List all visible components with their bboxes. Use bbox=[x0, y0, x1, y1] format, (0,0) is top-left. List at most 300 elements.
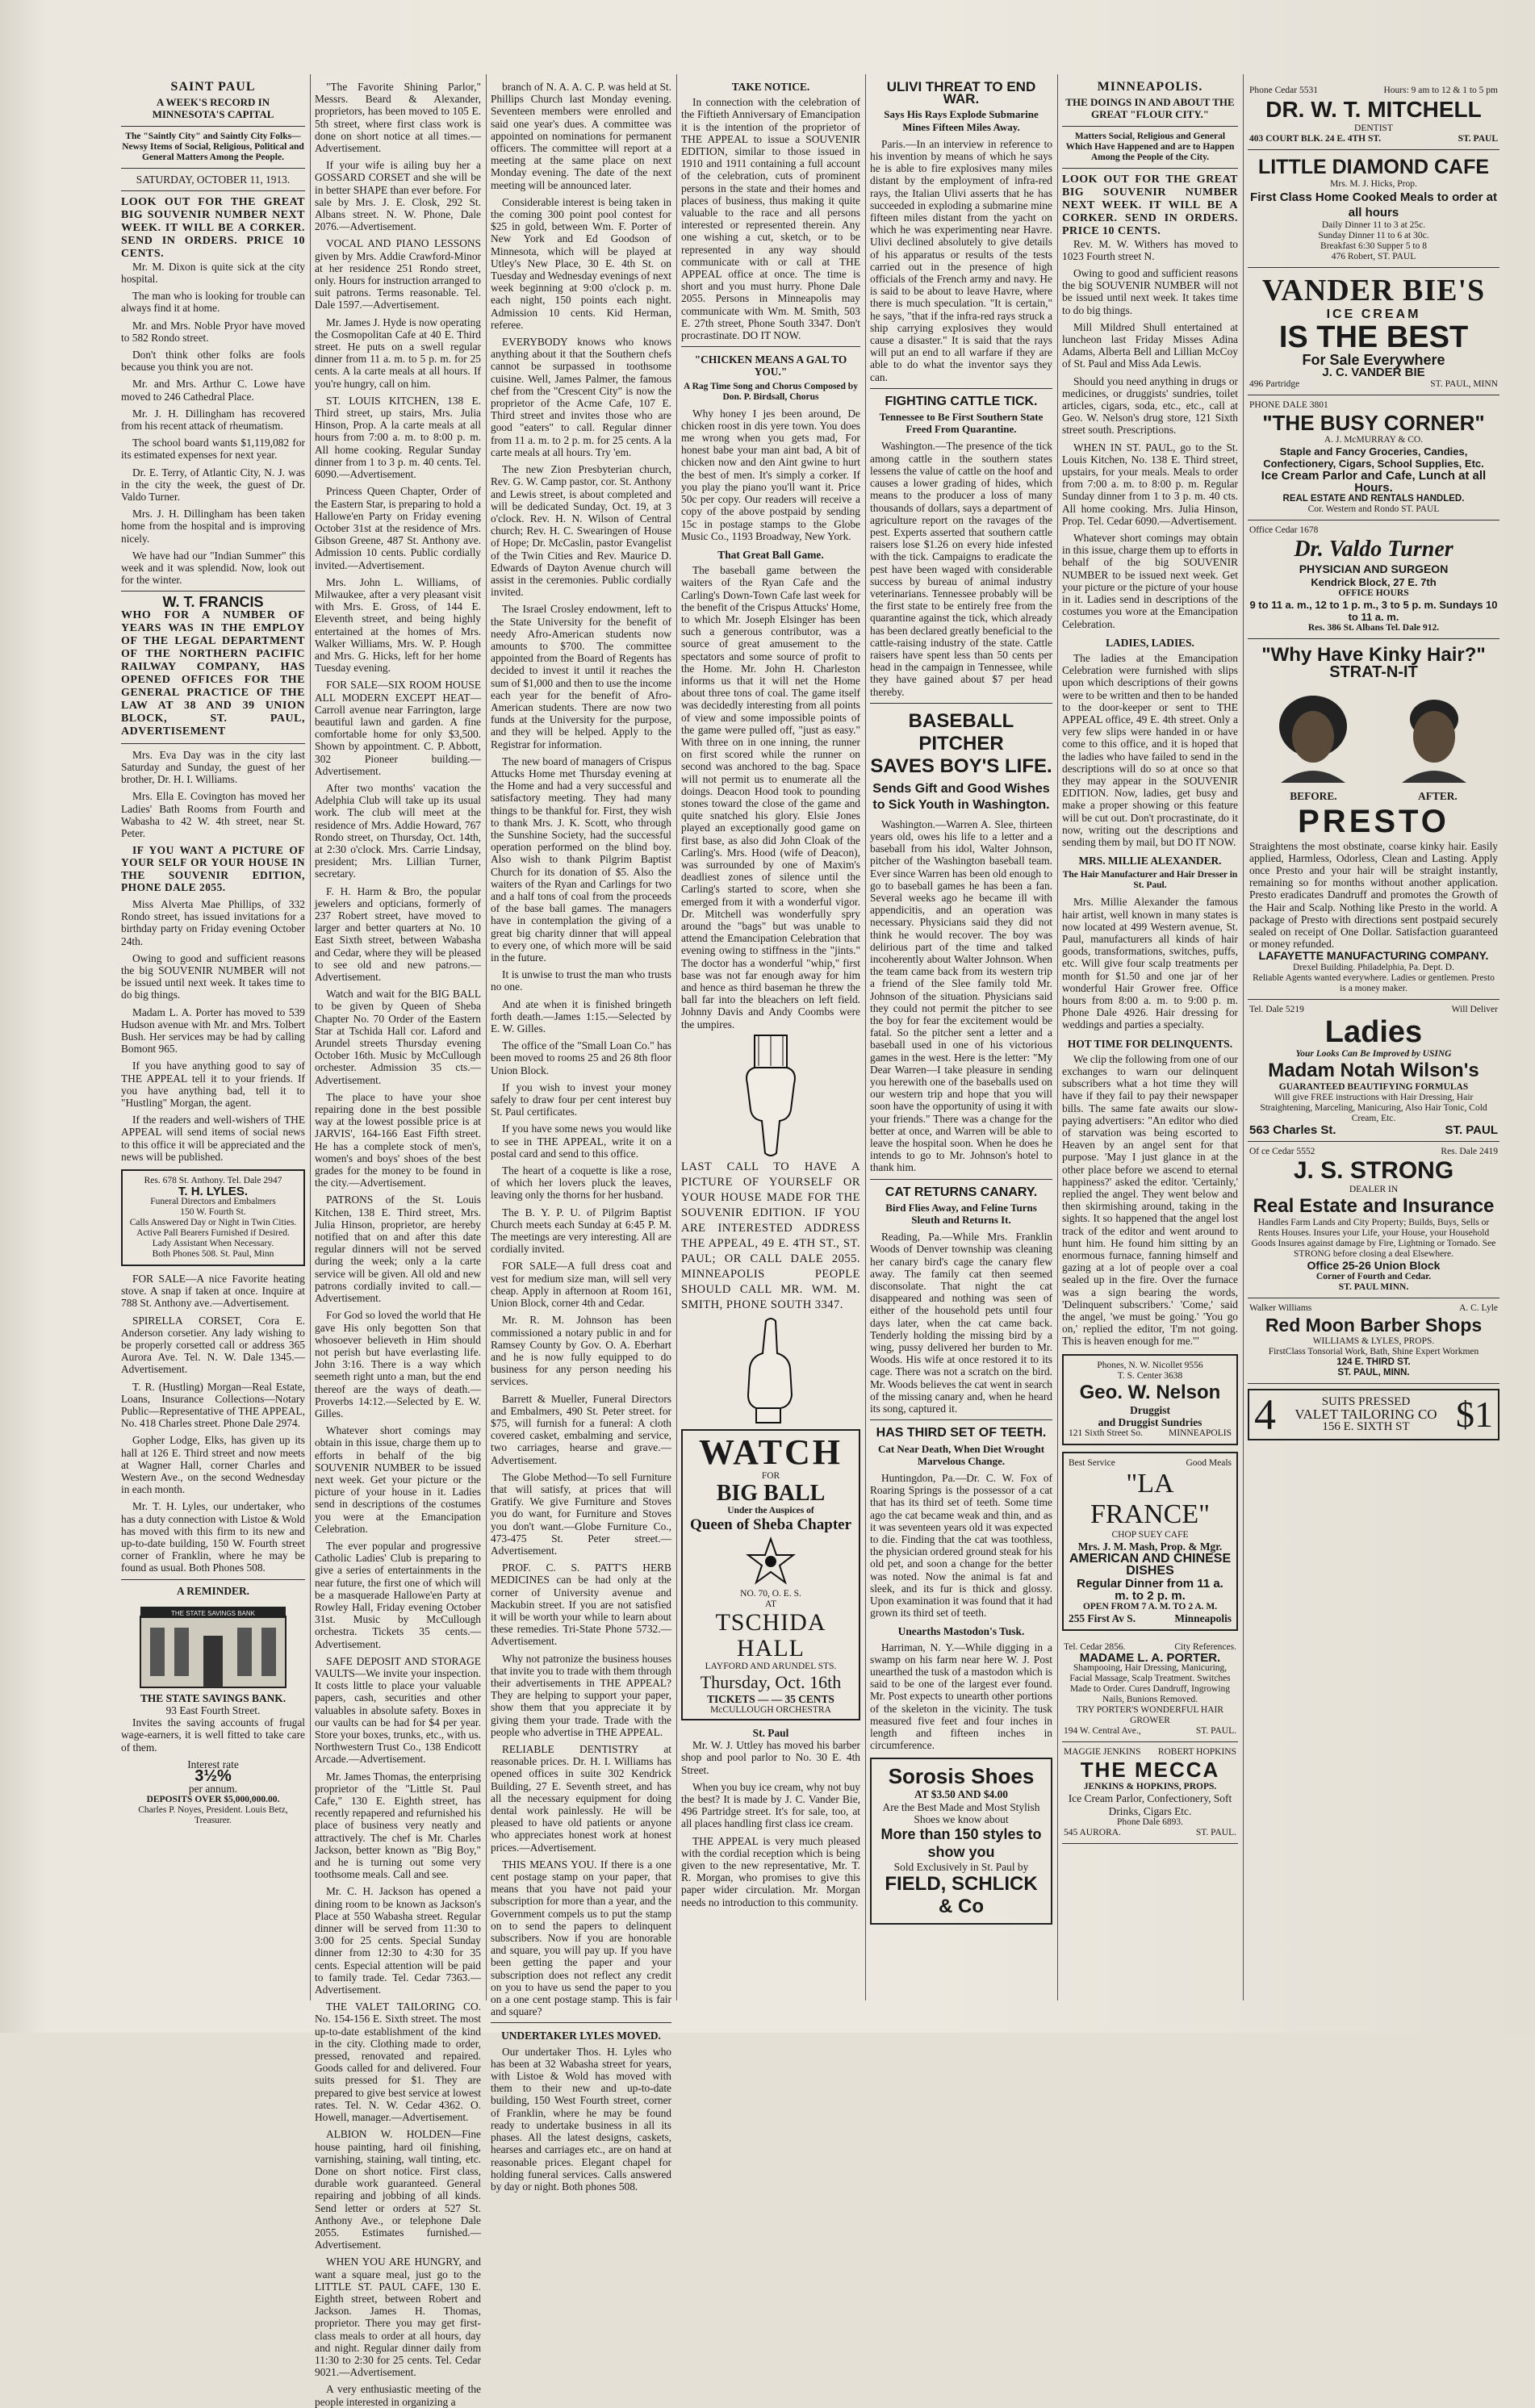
news-item: "The Favorite Shining Parlor," Messrs. Beard & Alexander, proprietors, has been moved to 105 E. 5th street, where first class work is done on short notice at all times.—Advertisement. bbox=[315, 81, 481, 155]
news-item: Owing to good and sufficient reasons the big SOUVENIR NUMBER will not be issued until next week. It takes time to do big things. bbox=[121, 951, 305, 1001]
ad-line: ST. PAUL MINN. bbox=[1338, 1282, 1409, 1293]
last-call-notice: LAST CALL TO HAVE A PICTURE OF YOURSELF OR YOUR HOUSE MADE FOR THE SOUVENIR EDITION. IF YOU ARE INTERESTED ADDRESS THE APPEAL, 49 E. 4TH ST., ST. PAUL; OR CALL DALE 2055. MINNEAPOLIS PEOPLE SHOULD CALL MR. WM. M. SMITH, PHONE SOUTH 3347. bbox=[681, 1160, 860, 1311]
pointing-hand-up-icon bbox=[738, 1318, 803, 1423]
ad-line: Breakfast 6:30 Supper 5 to 8 bbox=[1320, 241, 1427, 251]
ad-line: OPEN FROM 7 A. M. TO 2 A. M. bbox=[1082, 1602, 1218, 1612]
article-body: The baseball game between the waiters of the Ryan Cafe and the Carling's Down-Town Cafe last week for the benefit of the Crispus Attucks' Home, to which Mr. Joseph Elsinger has been such a generous contributor, was a source of great amusement to the spectators and some source of profit to the Home. Mr. John H. Charleston informs us that it will net the Home about three tons of coal. The game itself was decidedly interesting from all points of view and some impossible points of the game were pulled off, "just as easy." With three on in one inning, the runner on first scored while the runner on second was anchored to the bag. Space will not permit us to enumerate all the doings. Deacon Hood took to pounding stones toward the close of the game and quite snatched his glory. Elsie Jones played an exceptionally good game on first base, as also did John Cloak of the Carling's. Mrs. Hood (wife of Deacon), was surrounded by one of Maxim's deadliest zones of silence until the Carling's started to score, when she emerged from it with a wonderful vigor. Dr. Mitchell was wonderfully spry around the "bags" but was unable to attend the Emancipation Celebration that evening owing to stiffness in the "jints." The doctor has a wonderful "whip," first base was not far enough away for him and hence as third baseman he threw the ball far into the bleachers on left field. Johnny Davis and Andy Coombs were the umpires. bbox=[681, 564, 860, 1031]
ad-line: City References. bbox=[1174, 1642, 1236, 1653]
bank-sign-text: THE STATE SAVINGS BANK bbox=[170, 1609, 256, 1617]
news-item: Madam L. A. Porter has moved to 539 Hudson avenue with Mr. and Mrs. Tolbert Bush. Her services may be had by calling Bomont 965. bbox=[121, 1005, 305, 1056]
ad-line: MAGGIE JENKINS bbox=[1064, 1747, 1141, 1758]
ad-line: A. C. Lyle bbox=[1459, 1303, 1498, 1314]
ad-name: T. H. LYLES. bbox=[178, 1184, 249, 1198]
souvenir-notice: LOOK OUT FOR THE GREAT BIG SOUVENIR NUMBER NEXT WEEK. IT WILL BE A CORKER. SEND IN ORDERS. PRICE 10 CENTS. bbox=[121, 195, 305, 260]
news-item: We have had our "Indian Summer" this week and it was splendid. Now, look out for the winter. bbox=[121, 549, 305, 587]
lyles-ad bbox=[121, 1169, 305, 1266]
news-item: Mrs. John L. Williams, of Milwaukee, after a very pleasant visit with Mrs. E. Gross, of 144 E. Eleventh street, and being highly entertained at the homes of Mrs. Walker Williams, Mrs. W. P. Hough and Mrs. G. Hicks, left for her home Tuesday evening. bbox=[315, 575, 481, 675]
article-body: Washington.—The presence of the tick among cattle in the southern states lessens the value of cattle on the hoof and causes a lower grading of hides, which means to the producer a loss of many thousands of dollars, says a department of agriculture report on the ravages of the pest. Experts asserted that southern cattle raisers lose $1.26 on every hide infested with the tick. Campaigns to eradicate the pest have been waged with considerable success by bureau of animal industry veterinarians. Tennessee probably will be the first state to be entirely free from the quarantine against the tick, which already has been declared greatly beneficial to the cattle-raising industry of the state. Cattle raisers have spent less than 50 cents per head in the campaign in Tennessee, while they have gained about $7 per head thereby. bbox=[870, 440, 1052, 698]
ad-city: ST. PAUL bbox=[1458, 134, 1498, 144]
headline: FIGHTING CATTLE TICK. bbox=[885, 394, 1038, 408]
section-blurb: The "Saintly City" and Saintly City Folks—Newsy Items of Social, Religious, Political and General Matters Among the People. bbox=[122, 131, 304, 162]
ad-line: Office 25-26 Union Block bbox=[1307, 1258, 1441, 1272]
ad-line: Res. 678 St. Anthony. Tel. Dale 2947 bbox=[144, 1175, 282, 1185]
news-item: Whatever short comings may obtain in this issue, charge them up to efforts in behalf of the big SOUVENIR NUMBER to be issued next week. Get your picture or the picture of your house in it. Ladies send in descriptions of the costumes you were at the Emancipation Celebration. bbox=[315, 1424, 481, 1535]
section-subtitle: THE DOINGS IN AND ABOUT THE GREAT "FLOUR CITY." bbox=[1065, 96, 1235, 121]
la-france-ad bbox=[1062, 1452, 1238, 1631]
news-item: If the readers and well-wishers of THE APPEAL will send items of social news to this office it will be appreciated and the news will be published. bbox=[121, 1114, 305, 1163]
divider bbox=[121, 168, 305, 169]
article-body: Reading, Pa.—While Mrs. Franklin Woods of Denver township was cleaning her canary bird's cage the canary flew away. The family cat then seemed disconsolate. That night the cat disappeared and nothing was seen of either of the household pets until four days later, when the cat came back. Tenderly holding the missing bird by a wing, pussy delivered her burden to Mr. Woods. His wife at once restored it to its cage. There was not a scratch on the bird. Mr. Woods believes the cat went in search of the missing canary and, when he heard its song, captured it. bbox=[870, 1231, 1052, 1415]
ad-line: VALET TAILORING CO bbox=[1295, 1407, 1437, 1423]
news-item: IF YOU WANT A PICTURE OF YOUR SELF OR YOUR HOUSE IN THE SOUVENIR EDITION, PHONE DALE 2055. bbox=[121, 844, 305, 893]
news-item: Mr. C. H. Jackson has opened a dining room to be known as Jackson's Place at 550 Wabasha street. Regular dinner will be served from 11:30 to 3:00 for 25 cents. Special Sunday dinner from 12:30 to 4:30 for 35 cents. Especial attention will be paid to family trade. Tel. Cedar 7363.—Advertisement. bbox=[315, 1885, 481, 1996]
ad-line: Staple and Fancy Groceries, Candies, Confectionery, Cigars, School Supplies, Etc. bbox=[1263, 445, 1484, 470]
news-item: Mr. T. H. Lyles, our undertaker, who has a duty connection with Listoe & Wold has moved with this firm to its new and up-to-date building, 150 W. Fourth street corner of Franklin, where he may be found as usual. Both Phones 508. bbox=[121, 1500, 305, 1574]
francis-name: W. T. FRANCIS bbox=[162, 594, 264, 611]
news-item: Rev. M. W. Withers has moved to 1023 Fourth street N. bbox=[1062, 237, 1238, 262]
divider bbox=[121, 743, 305, 744]
subheadline: Sends Gift and Good Wishes to Sick Youth in Washington. bbox=[872, 781, 1050, 812]
ad-line: For Sale Everywhere bbox=[1302, 352, 1445, 369]
ad-line: Will Deliver bbox=[1451, 1004, 1498, 1014]
article-body: Huntingdon, Pa.—Dr. C. W. Fox of Roaring Springs is the possessor of a cat that has its third set of teeth. Some time ago the cat became weak and thin, and as it was seventeen years old it was expected to die. Finding that the cat was toothless, the physician ordered ground steak for his old pet, and soon a change for the better was noted. Now the animal is fat and sleek, and its fur is thick and glossy. Upon examination it was found that it had grown its third set of teeth. bbox=[870, 1471, 1052, 1620]
mecca-ad bbox=[1062, 1742, 1238, 1843]
article-body: We clip the following from one of our exchanges to warn our delinquent subscribers what a hot time they will have if they fail to pay their newspaper bills. The same fate awaits our slow-paying advertisers: "An editor who died of starvation was being escorted to Heaven by an angel sent for that purpose. 'May I just glance in at the other place before we ascend to eternal happiness?' asked the editor. 'Certainly,' replied the angel. They went below and then skirmishing around, taking in the sights. It so happened that the angel lost track of the editor and went around to hunt him. He found him sitting by an enormous furnace, fanning himself and gazing at a lot of people over a coal sealed up in the fire. Over the furnace was a sign bearing the words, 'Delinquent subscribers.' 'Come,' said the angel, 'we must be going.' 'You go on,' replied the editor, 'I'm not going. This is heaven enough for me.'" bbox=[1062, 1052, 1238, 1348]
headline: HOT TIME FOR DELINQUENTS. bbox=[1067, 1037, 1233, 1050]
news-item: branch of N. A. A. C. P. was held at St. Phillips Church last Monday evening. Seventeen members were enrolled and said one year's dues. A committee was appointed on nominations for permanent officers. The committee will report at a meeting at the same place on next Monday evening. The date of the next meeting will be announced later. bbox=[491, 81, 671, 191]
news-item: If you have some news you would like to see in THE APPEAL, write it on a postal card and send to this office. bbox=[491, 1122, 671, 1160]
ad-header bbox=[1249, 1147, 1498, 1157]
ad-city: ST. PAUL, MINN bbox=[1430, 378, 1498, 389]
news-item: Mr. and Mrs. Noble Pryor have moved to 582 Rondo street. bbox=[121, 319, 305, 344]
news-item: Mr. James Thomas, the enterprising proprietor of the "Little St. Paul Cafe," 130 E. Eighth street, has recently repapered and refurnished his place of business very neatly and attractively. The chef is Mr. Charles Jackson, better known as "Big Boy," and he is turning out some very toothsome meals. Call and see. bbox=[315, 1770, 481, 1881]
ad-address: 255 First Av S. bbox=[1069, 1612, 1136, 1625]
news-item: If you wish to invest your money safely to draw four per cent interest buy St. Paul certificates. bbox=[491, 1081, 671, 1118]
ad-line: Best Service bbox=[1069, 1458, 1115, 1469]
ad-line: GUARANTEED BEAUTIFYING FORMULAS bbox=[1278, 1081, 1469, 1092]
ad-line: Your Looks Can Be Improved by USING bbox=[1295, 1048, 1452, 1059]
news-item: Miss Alverta Mae Phillips, of 332 Rondo street, has issued invitations for a birthday party on Friday evening October 24th. bbox=[121, 897, 305, 947]
news-item: Considerable interest is being taken in the coming 300 point pool contest for $25 in gold, between Wm. F. Porter of New York and Ed Goodson of Minnesota, which will be played at Utley's New Place, 30 E. 4th St. on Tuesday and Wednesday evenings of next week beginning at 9:00 o'clock p. m. each night, 150 points each night. Admission 10 cents. Kid Herman, referee. bbox=[491, 195, 671, 331]
ad-line: Phone Dale 6893. bbox=[1116, 1816, 1184, 1827]
news-item: THE VALET TAILORING CO. No. 154-156 E. Sixth street. The most up-to-date establishment of the kind in the city. Clothing made to order, pressed, renovated and repaired. Goods called for and delivered. Four suits pressed for $1. They are prepared to give best service at lowest rates. Tel. N. W. Cedar 4362. O. Howell, manager.—Advertisement. bbox=[315, 2000, 481, 2124]
news-item: SAFE DEPOSIT AND STORAGE VAULTS—We invite your inspection. It costs little to place your valuable papers, cash, securities and other valuables in absolute safety. Boxes in our vaults can be had for $4 per year. Store your boxes, trunks, etc., with us. Northwestern Trust Co., 138 Endicott Arcade.—Advertisement. bbox=[315, 1654, 481, 1766]
news-item: The Israel Crosley endowment, left to the State University for the benefit of needy Afro-American students now amounts to $700. The committee appointed from the Board of Regents has decided to invest it until it reaches the sum of $1,000 and then to use the income each year for the benefit of Afro-American students. There are now two funds at the University for the purpose, and they will be helped. Apply to the Registrar for information. bbox=[491, 603, 671, 750]
ad-line: Phones, N. W. Nicollet 9556 bbox=[1097, 1360, 1203, 1370]
news-item: Mr. J. H. Dillingham has recovered from his recent attack of rheumatism. bbox=[121, 407, 305, 433]
ad-number: 4 bbox=[1254, 1390, 1276, 1440]
ad-headline: "LA FRANCE" bbox=[1090, 1469, 1211, 1530]
news-item: WHEN IN ST. PAUL, go to the St. Louis Kitchen, No. 138 E. Third street, upstairs, for your meals. Meals to order from 7:00 a. m. to 8:00 p. m. Regular Sunday dinner from 1 to 3 p. m. 40 cts. All home cooking. Mrs. Julia Hinson, Prop. Tel. Cedar 6090.—Advertisement. bbox=[1062, 441, 1238, 527]
news-item: Gopher Lodge, Elks, has given up its hall at 126 E. Third street and now meets at Wagner Hall, corner Charles and Western Ave., on the second Wednesday in each month. bbox=[121, 1434, 305, 1496]
ad-line: JENKINS & HOPKINS, PROPS. bbox=[1083, 1782, 1217, 1792]
news-item: Why not patronize the business houses that invite you to trade with them through their advertisements in THE APPEAL? They are helping to support your paper, show them that you appreciate it by giving them your trade. Trade with the people who advertise in THE APPEAL. bbox=[491, 1652, 671, 1738]
news-item: F. H. Harm & Bro, the popular jewelers and opticians, formerly of 237 Robert street, have moved to larger and better quarters at No. 10 East Sixth street, between Wabasha and Cedar, where they will be pleased to see old and new patrons.—Advertisement. bbox=[315, 884, 481, 984]
ad-line: Queen of Sheba Chapter bbox=[689, 1515, 852, 1533]
reminder-heading: A REMINDER. bbox=[176, 1584, 250, 1597]
little-diamond-cafe-ad bbox=[1248, 150, 1499, 268]
ad-line: First Class Home Cooked Meals to order at all hours bbox=[1250, 190, 1497, 219]
ad-line: Office Cedar 1678 bbox=[1249, 525, 1319, 536]
ad-line: DENTIST bbox=[1354, 123, 1393, 133]
ad-address: 563 Charles St. bbox=[1249, 1122, 1336, 1137]
divider bbox=[1062, 126, 1238, 127]
ad-line: LAYFORD AND ARUNDEL STS. bbox=[705, 1661, 837, 1671]
news-item: Mr. James J. Hyde is now operating the Cosmopolitan Cafe at 40 E. Third street. He puts on a swell regular dinner from 11 a. m. to 5 p. m. for 25 cents. A la carte meals at all hours. If you're hungry, call on him. bbox=[315, 316, 481, 390]
section-heading: St. Paul bbox=[752, 1727, 789, 1740]
divider bbox=[870, 1179, 1052, 1180]
ad-line: REAL ESTATE AND RENTALS HANDLED. bbox=[1282, 494, 1465, 504]
before-after-labels bbox=[1249, 790, 1498, 802]
ad-line: 150 W. Fourth St. bbox=[180, 1206, 246, 1217]
ad-line: Res. 386 St. Albans Tel. Dale 912. bbox=[1307, 623, 1440, 633]
divider bbox=[870, 388, 1052, 389]
news-item: The office of the "Small Loan Co." has been moved to rooms 25 and 26 8th floor Union Block. bbox=[491, 1039, 671, 1076]
article-body: The ladies at the Emancipation Celebration were furnished with slips upon which descriptions of their gowns were to be written and then to be handed to the door-keeper or sent to THE APPEAL office, 49 E. 4th street. Only a very few slips were handed in or have come to this office, and it is hoped that the ladies who have failed to send in the descriptions will do so at once so that they may appear in the SOUVENIR EDITION. Now, ladies, get busy and make a proper showing or this feature will be cut out. Don't procrastinate, do it now, writing out the descriptions and sending them by mail, but DO IT NOW. bbox=[1062, 651, 1238, 848]
ad-line: Good Meals bbox=[1186, 1458, 1232, 1469]
ad-footer bbox=[1249, 1124, 1498, 1136]
ad-header bbox=[1064, 1747, 1236, 1758]
ad-footer bbox=[1249, 134, 1498, 144]
news-item: Owing to good and sufficient reasons the big SOUVENIR NUMBER will not be issued until next week. It takes time to do big things. bbox=[1062, 267, 1238, 316]
ad-line: FirstClass Tonsorial Work, Bath, Shine Expert Workmen bbox=[1268, 1347, 1479, 1357]
valdo-turner-ad bbox=[1248, 520, 1499, 639]
section-heading: MINNEAPOLIS. bbox=[1097, 80, 1203, 94]
headline: LADIES, LADIES. bbox=[1106, 636, 1194, 649]
ad-line: Regular Dinner from 11 a. m. to 2 p. m. bbox=[1077, 1576, 1223, 1603]
headline: Unearths Mastodon's Tusk. bbox=[897, 1625, 1025, 1638]
eastern-star-emblem-icon bbox=[747, 1537, 795, 1586]
news-item: Mill Mildred Shull entertained at luncheon last Friday Misses Adina Adams, Alberta Bell and Lillian McCoy of St. Paul and Miss Ada Lewis. bbox=[1062, 320, 1238, 370]
ad-line: AT $3.50 AND $4.00 bbox=[914, 1788, 1008, 1801]
subheadline: Tennessee to Be First Southern State Freed From Quarantine. bbox=[879, 411, 1044, 436]
headline: That Great Ball Game. bbox=[717, 548, 824, 561]
news-item: Barrett & Mueller, Funeral Directors and Embalmers, 490 St. Peter street. for $75, will furnish for a funeral: A cloth covered casket, embalming and service, two carriages, hearse and grave.—Advertisement. bbox=[491, 1392, 671, 1466]
ad-line: CHOP SUEY CAFE bbox=[1111, 1530, 1189, 1541]
news-item: EVERYBODY knows who knows anything about it that the Southern chefs cannot be surpassed in toothsome cuisine. Well, James Palmer, the famous chef from the "Crescent City" is now the proprietor of the Acme Cafe, 107 E. Third street and invites those who are good "eaters" to call. Regular dinner from 11 a. m. to 2 p. m. for 25 cents. A la carte meals at all hours. Try 'em. bbox=[491, 336, 671, 458]
article-body: Our undertaker Thos. H. Lyles who has been at 32 Wabasha street for years, with Listoe & Wold has moved with them to their new and up-to-date building, 150 West Fourth street, corner of Franklin, where he may be found ready to undertake business in all its phases. All the latest designs, caskets, hearses and carriages etc., are on hand at reasonable prices. Elegant chapel for holding funeral services. Calls answered by day or night. Both phones 508. bbox=[491, 2045, 671, 2193]
bank-rate: 3½% bbox=[194, 1767, 232, 1786]
ad-line: Ice Cream Parlor, Confectionery, Soft Drinks, Cigars Etc. bbox=[1068, 1792, 1232, 1817]
ad-line: Daily Dinner 11 to 3 at 25c. bbox=[1321, 220, 1426, 230]
divider bbox=[870, 1419, 1052, 1420]
ad-headline: Ladies bbox=[1324, 1014, 1423, 1049]
news-item: FOR SALE—A nice Favorite heating stove. A snap if taken at once. Inquire at 788 St. Anthony ave.—Advertisement. bbox=[121, 1272, 305, 1310]
news-item: The new Zion Presbyterian church, Rev. G. W. Camp pastor, cor. St. Anthony and Lewis street, is about completed and will be dedicated Sunday, Oct. 19, at 3 o'clock. Rev. H. N. Wilson of Central church; Rev. H. C. Swearingen of House of Hope; Dr. McCaslin, pastor Evangelist of the Twin Cities and Rev. Maurice D. Edwards of Dayton Avenue church will assist in the ceremonies. Public cordially invited. bbox=[491, 463, 671, 599]
ad-line: Sold Exclusively in St. Paul by bbox=[893, 1860, 1029, 1873]
ad-line: Lady Assistant When Necessary. bbox=[152, 1238, 274, 1248]
news-item: A very enthusiastic meeting of the people interested in organizing a bbox=[315, 2383, 481, 2408]
section-blurb: Matters Social, Religious and General Which Have Happened and are to Happen Among the People of the City. bbox=[1065, 131, 1235, 162]
sorosis-shoes-ad bbox=[870, 1758, 1052, 1925]
ad-line: Drexel Building. Philadelphia, Pa. Dept. D. bbox=[1293, 962, 1454, 972]
ad-city: Minneapolis bbox=[1174, 1612, 1232, 1625]
ad-line: NO. 70, O. E. S. bbox=[740, 1588, 801, 1599]
news-item: PROF. C. S. PATT'S HERB MEDICINES can be had only at the corner of University avenue and Mackubin street. If you are not satisfied it will be worth your while to learn about these remedies. Tri-State Phone 5732.—Advertisement. bbox=[491, 1561, 671, 1648]
article-body: Washington.—Warren A. Slee, thirteen years old, owes his life to a letter and a baseball from his idol, Walter Johnson, pitcher of the Washington baseball team. Ever since Warren has been old enough to go to baseball games he has been a fan. Several weeks ago he became ill with appendicitis, and an operation was necessary. Physicians said they did not think he would recover. The boy was delirious part of the time and talked incoherently about Walter Johnson. When the team came back from its western trip a friend of the Slee family told Mr. Johnson of the situation. Physicians said they could not permit the pitcher to see the boy for fear the excitement would be fatal. So the pitcher sent a letter and a baseball used in one of his victorious games in the west. Here is the letter: "My Dear Warren—I take pleasure in sending you herewith one of the baseballs used on our western trip and hope that you will soon have the opportunity of using it with your friends." There was a change for the better at once, and Warren will be able to leave the hospital soon. When he does he intends to go to Mr. Johnson's hotel to thank him. bbox=[870, 817, 1052, 1174]
divider bbox=[121, 591, 305, 592]
headline: "CHICKEN MEANS A GAL TO YOU." bbox=[694, 353, 847, 378]
news-item: RELIABLE DENTISTRY at reasonable prices. Dr. H. I. Williams has opened offices in suite 302 Kendrick Building, 27 E. Seventh street, and has all the necessary equipment for doing dental work painlessly. He will be pleased to have old patients or anyone who appreciates honest work at honest prices.—Advertisement. bbox=[491, 1743, 671, 1854]
news-item: Mr. R. M. Johnson has been commissioned a notary public in and for Ramsey County by Gov. O. A. Eberhart and he is now fully equipped to do business for any person needing his services. bbox=[491, 1314, 671, 1388]
ad-line: J. C. VANDER BIE bbox=[1322, 366, 1425, 380]
ad-headline: THE MECCA bbox=[1080, 1758, 1220, 1783]
ad-line: AT bbox=[764, 1599, 777, 1609]
news-item: Mr. M. Dixon is quite sick at the city hospital. bbox=[121, 260, 305, 286]
column-wire-news bbox=[870, 81, 1052, 1992]
ad-line: and Druggist Sundries bbox=[1098, 1415, 1202, 1428]
divider bbox=[1062, 168, 1238, 169]
news-item: The B. Y. P. U. of Pilgrim Baptist Church meets each Sunday at 6:45 P. M. The meetings are very interesting. All are cordially invited. bbox=[491, 1206, 671, 1256]
column-local-items-2 bbox=[491, 81, 671, 2193]
ad-headline: Dr. Valdo Turner bbox=[1294, 537, 1453, 562]
column-rule bbox=[865, 74, 866, 2000]
subheadline: A Rag Time Song and Chorus Composed by Don. P. Birdsall, Chorus bbox=[684, 381, 858, 402]
strong-real-estate-ad bbox=[1248, 1142, 1499, 1298]
news-item: Mrs. J. H. Dillingham has been taken home from the hospital and is improving nicely. bbox=[121, 508, 305, 545]
column-rule bbox=[310, 74, 311, 2000]
ad-line: STRAT-N-IT bbox=[1329, 663, 1418, 682]
news-item: VOCAL AND PIANO LESSONS given by Mrs. Addie Crawford-Minor at her residence 251 Rondo street, only. Hours for instruction arranged to suit patrons. Terms reasonable. Tel. Dale 1597.—Advertisement. bbox=[315, 237, 481, 311]
column-saint-paul bbox=[121, 81, 305, 1992]
porter-ad bbox=[1062, 1637, 1238, 1742]
ad-footer bbox=[1064, 1726, 1236, 1737]
ad-line: Under the Auspices of bbox=[727, 1505, 814, 1515]
ad-footer bbox=[1069, 1428, 1232, 1439]
ad-city: MINNEAPOLIS bbox=[1169, 1428, 1232, 1439]
news-item: Mrs. Ella E. Covington has moved her Ladies' Bath Rooms from Fourth and Wabasha to 42 W. 4th street, near St. Peter. bbox=[121, 790, 305, 839]
headline: TAKE NOTICE. bbox=[731, 81, 810, 93]
ad-line: Are the Best Made and Most Stylish Shoes we know about bbox=[882, 1800, 1040, 1825]
after-label: AFTER. bbox=[1418, 790, 1458, 803]
ad-line: T. S. Center 3638 bbox=[1117, 1370, 1183, 1381]
ad-headline: WATCH bbox=[699, 1432, 843, 1472]
section-heading: SAINT PAUL bbox=[170, 80, 256, 94]
ad-line: Madam Notah Wilson's bbox=[1268, 1059, 1479, 1081]
before-after-portraits bbox=[1253, 682, 1495, 787]
ad-line: TRY PORTER'S WONDERFUL HAIR GROWER bbox=[1076, 1705, 1224, 1726]
ad-line: Active Pall Bearers Furnished if Desired. bbox=[136, 1227, 290, 1238]
news-item: If your wife is ailing buy her a GOSSARD CORSET and she will be in better SHAPE than ever before. For sale by Mrs. J. E. Closk, 292 St. Albans street. N. W. Phone, Dale 2076.—Advertisement. bbox=[315, 159, 481, 233]
ad-headline: Red Moon Barber Shops bbox=[1265, 1315, 1483, 1336]
ad-city: ST. PAUL. bbox=[1195, 1726, 1236, 1737]
ad-line: 124 E. THIRD ST. bbox=[1336, 1357, 1411, 1368]
bank-rate-unit: per annum. bbox=[188, 1783, 238, 1796]
ad-line: Will give FREE instructions with Hair Dressing, Hair Straightening, Marceling, Manicuring, Also Hair Tonic, Cold Cream, Etc. bbox=[1260, 1092, 1487, 1123]
ad-price: $1 bbox=[1456, 1394, 1493, 1436]
nelson-druggist-ad bbox=[1062, 1354, 1238, 1445]
bank-address: 93 East Fourth Street. bbox=[165, 1704, 261, 1717]
news-item: Watch and wait for the BIG BALL to be given by Queen of Sheba Chapter No. 70 Order of the Eastern Star at Tschida Hall cor. Laford and Arundel streets Thursday evening October 16th. Music by McCullough orchester. Admission 35 cts.—Advertisement. bbox=[315, 988, 481, 1086]
ad-line: 156 E. SIXTH ST bbox=[1322, 1419, 1410, 1433]
article-body: Harriman, N. Y.—While digging in a swamp on his farm near here W. J. Post unearthed the tusk of a mastodon which is said to be one of the largest ever found. Mr. Post expects to unearth other portions of the skeleton in the vicinity. The tusk measured five feet and four inches in length and fifteen inches in circumference. bbox=[870, 1641, 1052, 1752]
ad-line: Corner of Fourth and Cedar. bbox=[1315, 1272, 1432, 1282]
news-item: Mr. W. J. Uttley has moved his barber shop and pool parlor to No. 30 E. 4th Street. bbox=[681, 1739, 860, 1776]
ad-line: LAFAYETTE MANUFACTURING COMPANY. bbox=[1258, 949, 1489, 963]
bank-building-illustration bbox=[132, 1600, 294, 1689]
ad-address: 496 Partridge bbox=[1249, 378, 1300, 389]
ad-line: ICE CREAM bbox=[1326, 307, 1421, 321]
news-item: WHEN YOU ARE HUNGRY, and want a square meal, just go to the LITTLE ST. PAUL CAFE, 130 E. Eighth street, between Robert and Jackson. James H. Thomas, proprietor. There you may get first-class meals to order at all hours, day and night. Regular dinner daily from 11:30 to 2:30 for 25 cents. Tel. Cedar 9021.—Advertisement. bbox=[315, 2255, 481, 2379]
section-subtitle: A WEEK'S RECORD IN MINNESOTA'S CAPITAL bbox=[152, 96, 274, 121]
news-item: The ever popular and progressive Catholic Ladies' Club is preparing to give a series of entertainments in the near future, the first one of which will be a masquerade Hallowe'en Party at Rowley Hall, Friday evening October 31st. Music by McCullough orchestra. Tickets 35 cents.—Advertisement. bbox=[315, 1539, 481, 1650]
ad-body: Straightens the most obstinate, coarse kinky hair. Easily applied, Harmless, Odorless, Clean and Lasting. Apply once Presto and your hair will be straight instantly, remaining so for months without another application. Presto eradicates Dandruff and promotes the Growth of the Hair and Scalp. Nothing like Presto in the world. A package of Presto with directions sent postpaid securely sealed on receipt of One Dollar. Satisfaction guaranteed or money refunded. bbox=[1249, 839, 1498, 951]
bank-name: THE STATE SAVINGS BANK. bbox=[140, 1691, 287, 1704]
ad-headline: PRESTO bbox=[1298, 803, 1449, 839]
ad-address: 194 W. Central Ave., bbox=[1064, 1726, 1141, 1737]
mitchell-dentist-ad bbox=[1248, 81, 1499, 150]
news-item: Should you need anything in drugs or medicines, or druggists' sundries, toilet articles, cigars, soda, etc., etc., call at Geo. W. Nelson's drug store, 121 Sixth street south. Prescriptions. bbox=[1062, 374, 1238, 437]
souvenir-notice: LOOK OUT FOR THE GREAT BIG SOUVENIR NUMBER NEXT WEEK. IT WILL BE A CORKER. SEND IN ORDERS. PRICE 10 CENTS. bbox=[1062, 173, 1238, 237]
ad-line: PHONE DALE 3801 bbox=[1249, 399, 1328, 410]
divider bbox=[491, 2022, 671, 2023]
ad-line: Reliable Agents wanted everywhere. Ladies or gentlemen. Presto is a money maker. bbox=[1253, 972, 1495, 993]
news-item: ST. LOUIS KITCHEN, 138 E. Third street, up stairs, Mrs. Julia Hinson, Prop. A la carte meals at all hours from 7:00 a. m. to 8:00 p. m. All home cooking. Regular Sunday dinner from 1 to 3 p. m. 40 cents. Tel. 6090.—Advertisement. bbox=[315, 394, 481, 481]
ad-city: ST. PAUL bbox=[1445, 1122, 1498, 1137]
news-item: PATRONS of the St. Louis Kitchen, 138 E. Third street, Mrs. Julia Hinson, proprietor, are hereby notified that on and after this date regular dinners will not be served during the week; only a la carte service will be given. All old and new patrons cordially invited to call.—Advertisement. bbox=[315, 1194, 481, 1305]
ad-address: 403 COURT BLK. 24 E. 4TH ST. bbox=[1249, 134, 1382, 144]
ad-line: Of ce Cedar 5552 bbox=[1249, 1146, 1315, 1156]
issue-date: SATURDAY, OCTOBER 11, 1913. bbox=[136, 173, 291, 186]
news-item: The heart of a coquette is like a rose, of which her lovers pluck the leaves, leaving only the thorns for her husband. bbox=[491, 1164, 671, 1202]
column-rule bbox=[486, 74, 487, 2000]
headline: SAVES BOY'S LIFE. bbox=[870, 755, 1052, 777]
ad-headline: DR. W. T. MITCHELL bbox=[1265, 97, 1482, 122]
red-moon-barber-ad bbox=[1248, 1298, 1499, 1384]
news-item: The new board of managers of Crispus Attucks Home met Thursday evening at the Home and had a very successful and satisfactory meeting. They had many things to be thankful for. First, they wish to thank Mrs. J. K. Scott, who through the Sunshine Society, had the successful operation performed on the blind boy. Also wish to thank Pilgrim Baptist Church for its donation of $5. Also the waiters of the Ryan and Carlings for two and a half tons of coal from the proceeds of the base ball games. The managers have in contemplation the giving of a great big charity dinner that will appeal to every one, of which more will be said in the future. bbox=[491, 755, 671, 964]
news-item: Mrs. Eva Day was in the city last Saturday and Sunday, the guest of her brother, Dr. H. I. Williams. bbox=[121, 748, 305, 786]
news-item: THE APPEAL is very much pleased with the cordial reception which is being given to the new representative, Mr. T. R. Morgan, who promises to give this paper wider circulation. Mr. Morgan needs no introduction to this community. bbox=[681, 1834, 860, 1908]
before-label: BEFORE. bbox=[1290, 790, 1337, 803]
ad-city: ST. PAUL. bbox=[1195, 1827, 1236, 1837]
news-item: And ate when it is finished bringeth forth death.—James 1:15.—Selected by E. W. Gilles. bbox=[491, 997, 671, 1035]
divider bbox=[121, 190, 305, 191]
ad-line: TICKETS — — 35 CENTS bbox=[707, 1692, 834, 1705]
divider bbox=[681, 346, 860, 347]
news-item: SPIRELLA CORSET, Cora E. Anderson corsetier. Any lady wishing to be properly corsetted call or address 365 Aurora Ave. Tel. N. W. Dale 1345.—Advertisement. bbox=[121, 1314, 305, 1376]
ad-address: 545 AURORA. bbox=[1064, 1827, 1121, 1837]
ad-line: Shampooing, Hair Dressing, Manicuring, Facial Massage, Scalp Treatment. Switches Made to Order. Cures Dandruff, Ingrowing Nails, Bunions Removed. bbox=[1069, 1663, 1231, 1705]
column-rule bbox=[1243, 74, 1244, 2000]
news-item: The school board wants $1,119,082 for its estimated expenses for next year. bbox=[121, 437, 305, 462]
column-rule bbox=[1057, 74, 1058, 2000]
presto-hair-ad bbox=[1248, 639, 1499, 999]
ad-line: WILLIAMS & LYLES, PROPS. bbox=[1312, 1336, 1435, 1347]
ad-headline: MADAME L. A. PORTER. bbox=[1079, 1651, 1221, 1666]
ad-line: Thursday, Oct. 16th bbox=[700, 1671, 842, 1692]
ad-line: Druggist bbox=[1130, 1403, 1170, 1416]
ad-line: Walker Williams bbox=[1249, 1303, 1312, 1314]
column-local-items bbox=[315, 81, 481, 2408]
ad-line: AMERICAN AND CHINESE DISHES bbox=[1069, 1552, 1232, 1578]
ad-line: Tel. Cedar 2856. bbox=[1064, 1642, 1126, 1653]
ad-line: PHYSICIAN AND SURGEON bbox=[1299, 562, 1449, 576]
ad-line: Real Estate and Insurance bbox=[1253, 1194, 1495, 1217]
headline: BASEBALL PITCHER bbox=[908, 709, 1014, 755]
news-item: It is unwise to trust the man who trusts no one. bbox=[491, 968, 671, 993]
news-item: For God so loved the world that He gave His only begotten Son that whosoever believeth in Him should not perish but have everlasting life. John 3:16. There is a way which seemeth right unto a man, but the end thereof are the ways of death.—Proverbs 14:12.—Selected by E. W. Gilles. bbox=[315, 1309, 481, 1419]
big-ball-ad bbox=[681, 1429, 860, 1720]
ad-line: FOR bbox=[761, 1470, 780, 1481]
ad-line: More than 150 styles to show you bbox=[880, 1825, 1042, 1860]
ad-line: IS THE BEST bbox=[1278, 320, 1469, 355]
ad-line: Hours: 9 am to 12 & 1 to 5 pm bbox=[1383, 86, 1498, 95]
column-rule bbox=[676, 74, 677, 2000]
news-item: Dr. E. Terry, of Atlantic City, N. J. was in the city the week, the guest of Dr. Valdo Turner. bbox=[121, 466, 305, 504]
headline: UNDERTAKER LYLES MOVED. bbox=[501, 2030, 661, 2042]
article-body: In connection with the celebration of the Fiftieth Anniversary of Emancipation it is the intention of the proprietor of THE APPEAL to issue a SOUVENIR EDITION, similar to those issued in 1910 and 1911 containing a full account of the celebration, cuts of prominent persons in the state and their homes and places of business, thus making it quite valuable to the race and all persons interested or represented therein. Any one wishing a cut, sketch, or to be represented in any way should communicate with or call at THE APPEAL office at once. The time is short and you must hurry. Phone Dale 2055. Persons in Minneapolis may communicate with Wm. M. Smith, 503 E. 27th street, Phone South 3347. Don't procrastinate. DO IT NOW. bbox=[681, 96, 860, 342]
ad-line: Res. Dale 2419 bbox=[1441, 1146, 1498, 1156]
news-item: When you buy ice cream, why not buy the best? It is made by J. C. Vander Bie, 496 Partridge street. It's for sale, too, at all places handling first class ice cream. bbox=[681, 1780, 860, 1830]
ad-line: A. J. McMURRAY & CO. bbox=[1324, 434, 1424, 445]
news-item: The place to have your shoe repairing done in the best possible way at the lowest possible price is at JARVIS', 164-166 East Fifth street. He has a complete stock of men's, women's and boys' shoes of the best grades for the money to be found in the city.—Advertisement. bbox=[315, 1090, 481, 1189]
ad-header bbox=[1069, 1458, 1232, 1469]
article-body: Paris.—In an interview in reference to his invention by means of which he says he is able to fire explosives many miles distant by the employment of infra-red rays, the Italian Ulivi asserts that he has succeeded in exploding a submarine mine fifteen miles distant from the yacht on which he was experimenting near Havre. Ulivi declined absolutely to give details of his apparatus or results of the tests carried out in the presence of high officials of the French army and navy. He is said to be about to leave Havre, where there is much speculation. "It is certain," he says, "that if the infra-red rays struck a ship carrying explosives they would cause a disaster." It is said that the rays will put an end to all warfare if they are able to do what the inventor says they can. bbox=[870, 137, 1052, 383]
ad-line: Kendrick Block, 27 E. 7th bbox=[1311, 575, 1437, 588]
news-item: ALBION W. HOLDEN—Fine house painting, hard oil finishing, varnishing, staining, wall tinting, etc. Done on short notice. First class, durable work guaranteed. General repairing and jobbing of all kinds. Send letter or orders at 527 St. Anthony Ave., or telephone Dale 2055. Estimates furnished.—Advertisement. bbox=[315, 2128, 481, 2251]
valet-tailoring-ad bbox=[1248, 1389, 1499, 1440]
ad-line: Ice Cream Parlor and Cafe, Lunch at all Hours. bbox=[1261, 469, 1487, 495]
news-item: Princess Queen Chapter, Order of the Eastern Star, is preparing to hold a Hallowe'en Party on Friday evening October 31st at the residence of Mrs. Gibson Greene, 487 St. Anthony ave. Admission 10 cents. Public cordially invited.—Advertisement. bbox=[315, 485, 481, 571]
ad-middle bbox=[1276, 1396, 1456, 1433]
ad-footer bbox=[1249, 379, 1498, 390]
subheadline: Bird Flies Away, and Feline Turns Sleuth and Returns It. bbox=[885, 1201, 1037, 1227]
news-item: FOR SALE—A full dress coat and vest for medium size man, will sell very cheap. Apply in afternoon at Room 161, Union Block, corner 4th and Cedar. bbox=[491, 1260, 671, 1310]
ad-line: DEALER IN bbox=[1349, 1184, 1399, 1194]
ad-header bbox=[1249, 1303, 1498, 1314]
ad-line: SUITS PRESSED bbox=[1321, 1395, 1411, 1409]
ad-line: 9 to 11 a. m., 12 to 1 p. m., 3 to 5 p. m. Sundays 10 to 11 a. m. bbox=[1249, 598, 1498, 624]
news-item: Whatever short comings may obtain in this issue, charge them up to efforts in behalf of the big SOUVENIR NUMBER to be issued next week. Get your picture or the picture of your house in it. Ladies send in descriptions of the costumes you wore at the Emancipation Celebration. bbox=[1062, 532, 1238, 630]
headline: HAS THIRD SET OF TEETH. bbox=[876, 1426, 1047, 1440]
ad-header bbox=[1249, 1005, 1498, 1015]
ad-line: Cor. Western and Rondo ST. PAUL bbox=[1307, 504, 1440, 515]
divider bbox=[121, 126, 305, 127]
bank-text: Invites the saving accounts of frugal wage-earners, it is well fitted to take care of them. bbox=[121, 1716, 305, 1754]
news-item: Don't think other folks are fools because you think you are not. bbox=[121, 349, 305, 374]
ad-line: Phone Cedar 5531 bbox=[1249, 86, 1318, 95]
divider bbox=[870, 703, 1052, 704]
ad-header bbox=[1249, 86, 1498, 96]
ad-line: Tel. Dale 5219 bbox=[1249, 1004, 1304, 1014]
news-item: The Globe Method—To sell Furniture that will satisfy, at prices that will Gratify. We give Furniture and Stoves you do want, for Furniture and Stoves you don't want.—Globe Furniture Co., 473-475 St. Peter street.—Advertisement. bbox=[491, 1470, 671, 1557]
subheadline: The Hair Manufacturer and Hair Dresser in St. Paul. bbox=[1062, 870, 1238, 891]
ad-line: McCULLOUGH ORCHESTRA bbox=[710, 1705, 831, 1716]
pointing-hand-down-icon bbox=[734, 1035, 807, 1156]
ad-body: Handles Farm Lands and City Property; Builds, Buys, Sells or Rents Houses. Insures your Life, your House, your Household Goods Insures against damage by Fire, Lightning or Tornado. See STRONG before closing a deal Elsewhere. bbox=[1251, 1217, 1496, 1259]
bank-officers: Charles P. Noyes, President. Louis Betz, Treasurer. bbox=[138, 1805, 288, 1826]
column-advertisements bbox=[1248, 81, 1499, 1992]
news-item: FOR SALE—SIX ROOM HOUSE ALL MODERN EXCEPT HEAT—Carroll avenue near Farrington, large beautiful lawn and garden. A fine comfortable home for only $3,500. Shown by appointment. C. P. Abbott, 302 Pioneer building.—Advertisement. bbox=[315, 679, 481, 777]
news-item: THIS MEANS YOU. If there is a one cent postage stamp on your paper, that means that you have not paid your subscription for more than a year, and the Government compels us to put the stamp on to send the papers to delinquent subscribers. Now if you are honorable and square, you will pay up. If you have been getting the paper and your subscription does not reflect any credit on you to have us send the paper to you on a one cent postage stamp. This is fair and square? bbox=[491, 1858, 671, 2018]
ad-headline: Geo. W. Nelson bbox=[1079, 1381, 1221, 1403]
divider bbox=[121, 1579, 305, 1580]
ad-line: Mrs. M. J. Hicks, Prop. bbox=[1330, 179, 1417, 189]
news-item: The man who is looking for trouble can always find it at home. bbox=[121, 290, 305, 315]
ad-line: FIELD, SCHLICK & Co bbox=[885, 1873, 1038, 1918]
bank-deposits: DEPOSITS OVER $5,000,000.00. bbox=[146, 1795, 280, 1805]
notah-wilson-ad bbox=[1248, 1000, 1499, 1142]
ad-line: Funeral Directors and Embalmers bbox=[150, 1196, 276, 1206]
ad-headline: J. S. STRONG bbox=[1293, 1156, 1454, 1184]
subheadline: Says His Rays Explode Submarine Mines Fifteen Miles Away. bbox=[884, 108, 1039, 133]
headline: MRS. MILLIE ALEXANDER. bbox=[1078, 855, 1222, 867]
ad-line: ROBERT HOPKINS bbox=[1157, 1747, 1236, 1758]
ad-address: 121 Sixth Street So. bbox=[1069, 1428, 1144, 1439]
bank-rate-label: Interest rate bbox=[187, 1758, 239, 1770]
ad-line: 476 Robert, ST. PAUL bbox=[1331, 252, 1416, 261]
column-minneapolis bbox=[1062, 81, 1238, 1992]
